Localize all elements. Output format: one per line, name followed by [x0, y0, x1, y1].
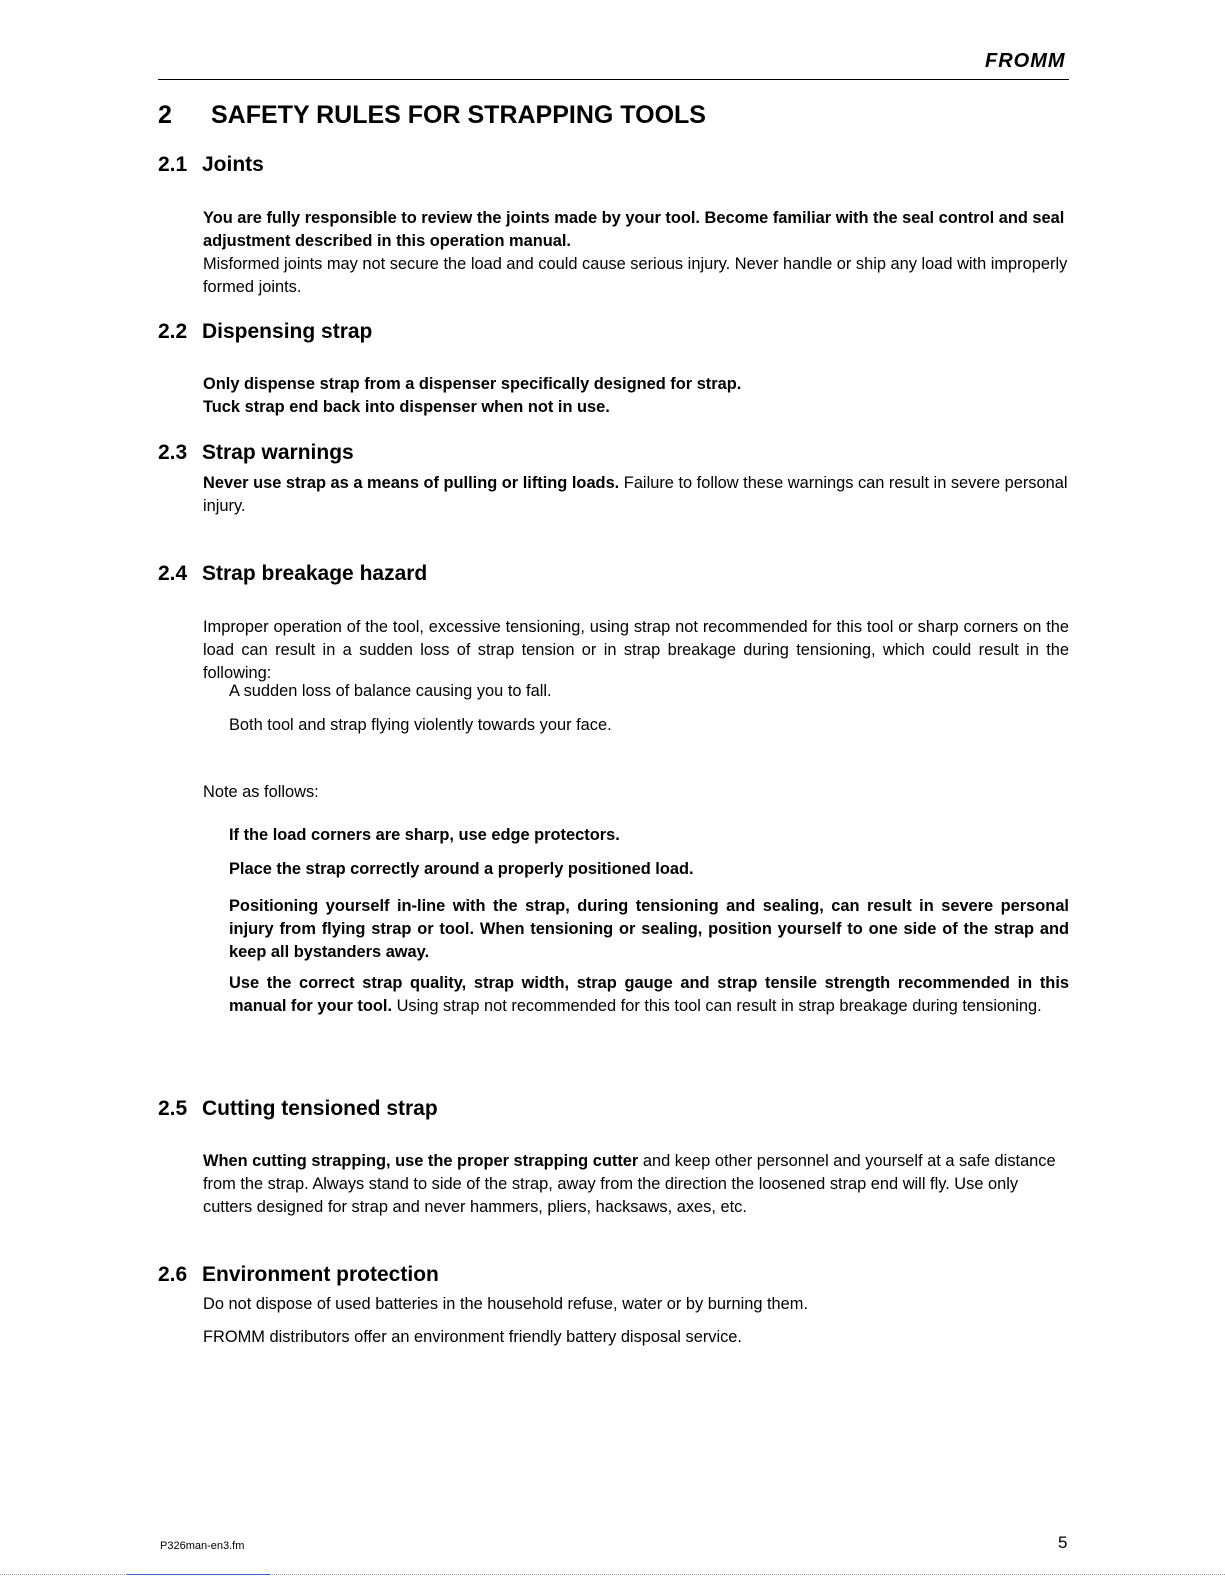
- bottom-link-underline: [127, 1574, 270, 1575]
- section-heading-2-2: [158, 320, 372, 344]
- dispensing-paragraph: [203, 373, 1069, 419]
- section-title: Environment protection: [202, 1263, 439, 1286]
- section-number: 2.1: [158, 153, 188, 176]
- note-item-1: If the load corners are sharp, use edge protectors.: [229, 826, 620, 844]
- section-title: Strap warnings: [202, 441, 354, 464]
- dispensing-line-1: Only dispense strap from a dispenser specifically designed for strap.: [203, 375, 742, 393]
- fromm-logo: FROMM: [985, 50, 1066, 72]
- note-item-4-text: Using strap not recommended for this tool can result in strap breakage during tensioning.: [392, 997, 1042, 1015]
- section-number: 2.4: [158, 562, 188, 585]
- chapter-title-text: SAFETY RULES FOR STRAPPING TOOLS: [211, 101, 706, 129]
- footer-filename: P326man-en3.fm: [160, 1540, 245, 1552]
- page-number: 5: [1058, 1533, 1068, 1552]
- section-number: 2.2: [158, 320, 188, 343]
- note-item-4-bold: Use the correct strap quality, strap width, strap gauge and strap tensile strength recommended in this manual for your tool.: [229, 974, 1069, 1015]
- breakage-item-2: Both tool and strap flying violently towards your face.: [229, 716, 612, 734]
- chapter-number: 2: [158, 101, 172, 129]
- dispensing-line-2: Tuck strap end back into dispenser when not in use.: [203, 398, 610, 416]
- environment-line-1: Do not dispose of used batteries in the household refuse, water or by burning them.: [203, 1295, 808, 1313]
- cutting-bold: When cutting strapping, use the proper strapping cutter: [203, 1152, 639, 1170]
- note-label: Note as follows:: [203, 783, 319, 801]
- note-item-3: Positioning yourself in-line with the strap, during tensioning and sealing, can result in severe personal injury from flying strap or tool. When tensioning or sealing, position yourself to one side of the strap and keep all bystanders away.: [229, 897, 1069, 961]
- cutting-paragraph: [203, 1150, 1069, 1219]
- section-heading-2-1: [158, 153, 264, 177]
- breakage-item-1: A sudden loss of balance causing you to fall.: [229, 682, 552, 700]
- section-heading-2-4: [158, 562, 427, 586]
- joints-paragraph: [203, 207, 1069, 299]
- section-number: 2.6: [158, 1263, 188, 1286]
- header-rule: [158, 79, 1069, 80]
- strap-warning-text: Failure to follow these warnings can result in severe personal injury.: [203, 474, 1068, 515]
- section-title: Strap breakage hazard: [202, 562, 428, 585]
- section-title: Joints: [202, 153, 264, 176]
- breakage-intro: Improper operation of the tool, excessive tensioning, using strap not recommended for this tool or sharp corners on the load can result in a sudden loss of strap tension or in strap breakage during tensioning, which could result in the following:: [203, 618, 1069, 682]
- section-heading-2-3: [158, 441, 354, 465]
- section-title: Cutting tensioned strap: [202, 1097, 438, 1120]
- note-item-4: [229, 972, 1069, 1018]
- strap-warnings-paragraph: [203, 472, 1069, 518]
- environment-line-2: FROMM distributors offer an environment friendly battery disposal service.: [203, 1328, 742, 1346]
- strap-warning-bold: Never use strap as a means of pulling or lifting loads.: [203, 474, 620, 492]
- section-title: Dispensing strap: [202, 320, 373, 343]
- joints-text: Misformed joints may not secure the load and could cause serious injury. Never handle or ship any load with improperly formed joints.: [203, 255, 1068, 296]
- joints-warning: You are fully responsible to review the joints made by your tool. Become familiar with the seal control and seal adjustment described in this operation manual.: [203, 209, 1065, 250]
- section-number: 2.3: [158, 441, 188, 464]
- section-heading-2-6: [158, 1263, 439, 1287]
- cutting-text: and keep other personnel and yourself at a safe distance from the strap. Always stand to side of the strap, away from the direction the loosened strap end will fly. Use only cutters designed for strap and never hammers, pliers, hacksaws, axes, etc.: [203, 1152, 1056, 1216]
- chapter-title: [158, 101, 706, 130]
- section-number: 2.5: [158, 1097, 188, 1120]
- section-heading-2-5: [158, 1097, 438, 1121]
- note-item-2: Place the strap correctly around a properly positioned load.: [229, 860, 694, 878]
